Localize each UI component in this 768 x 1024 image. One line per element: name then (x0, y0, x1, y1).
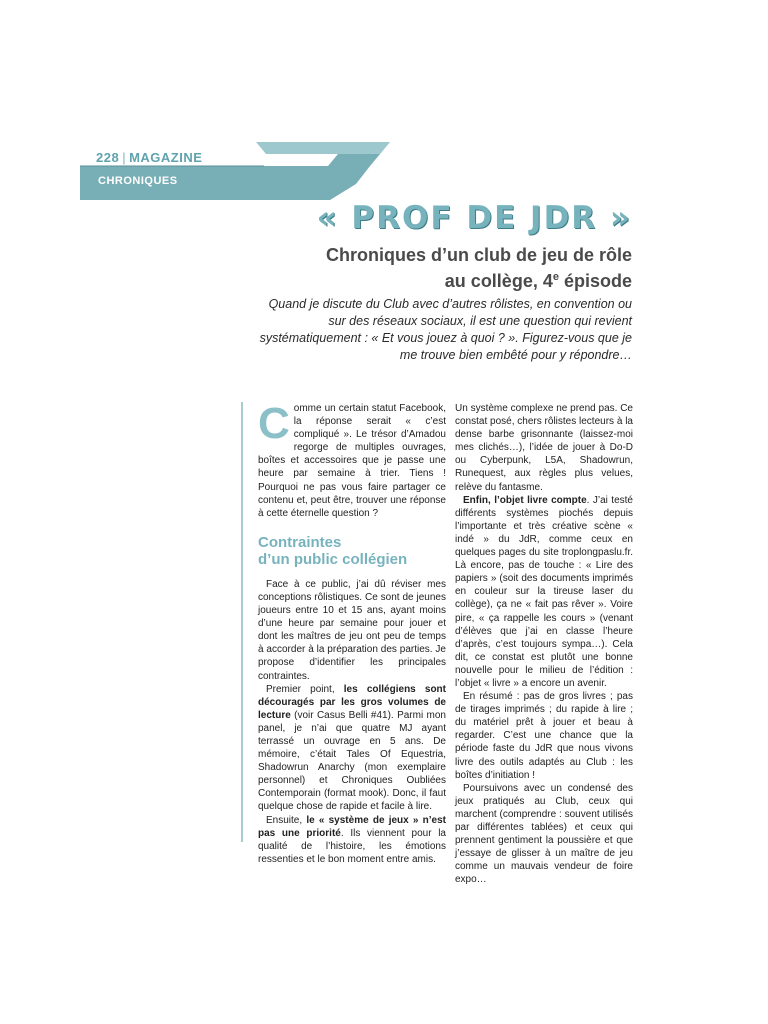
paragraph: En résumé : pas de gros livres ; pas de tirages imprimés ; du rapide à lire ; du matériel prêt à jouer et beau à regarder. C’est une chance que la période faste du JdR que nous vivons livre des outils adaptés au Club : les boîtes d’initiation ! (455, 691, 633, 781)
paragraph: Premier point, les collégiens sont découragés par les gros volumes de lecture (voir Casus Belli #41). Parmi mon panel, je n’ai que quatre MJ ayant terrassé un ouvrage en 5 ans. De mémoire, c’était Tales Of Equestria, Shadowrun Anarchy (mon exemplaire personnel) et Chroniques Oubliées Contemporain (format mook). Donc, il faut quelque chose de rapide et facile à lire. (258, 683, 446, 813)
paragraph: Enfin, l’objet livre compte. J’ai testé différents systèmes piochés depuis l’importante et très créative scène « indé » du JdR, comme ceux en quelques pages du site troplongpaslu.fr. Là encore, pas de touche : « Lire des papiers » (soit des documents imprimés en couleur sur la tireuse laser du collège), ça ne « fait pas rêver ». Voire pire, « ça rappelle les cours » (venant d’élèves que j’ai en classe l’heure d’après, c’est toujours sympa…). Cela dit, ce constat est plutôt une bonne nouvelle pour le milieu de l’édition : l’objet « livre » a encore un avenir. (455, 494, 633, 689)
magazine-label: MAGAZINE (129, 150, 203, 165)
article-subtitle (250, 244, 632, 292)
subtitle-line-2: au collège, 4e épisode (444, 271, 632, 291)
column-rule (241, 402, 243, 842)
column-right (455, 402, 633, 886)
section-heading: Contraintes d’un public collégien (258, 533, 408, 568)
article-lede: Quand je discute du Club avec d’autres rôlistes, en convention ou sur des réseaux sociaux, il est une question qui revient systématiquement : « Et vous jouez à quoi ? ». Figurez-vous que je me trouve bien embêté pour y répondre… (259, 297, 632, 362)
page-number: 228 (96, 150, 120, 165)
paragraph: Ensuite, le « système de jeux » n’est pas une priorité. Ils viennent pour la qualité de l’histoire, les émotions ressenties et le bon moment entre amis. (258, 814, 446, 865)
article-title: « PROF DE JDR » (316, 200, 632, 236)
paragraph: Face à ce public, j’ai dû réviser mes conceptions rôlistiques. Ce sont de jeunes joueurs entre 10 et 15 ans, ayant moins d’une heure par semaine pour jouer et dont les maîtres de jeu ont peu de temps à accorder à la préparation des parties. Je propose d’identifier les principales contraintes. (258, 578, 446, 682)
magazine-banner (80, 138, 390, 200)
paragraph: Un système complexe ne prend pas. Ce constat posé, chers rôlistes lecteurs à la dense barbe grisonnante (laissez-moi mes clichés…), l’idée de jouer à Do-D ou Cyberpunk, L5A, Shadowrun, Runequest, aux règles plus velues, relève du fantasme. (455, 403, 633, 493)
drop-cap: C (258, 399, 290, 448)
banner-shape (80, 138, 390, 200)
column-left (258, 399, 446, 866)
section-label: CHRONIQUES (98, 175, 178, 187)
subtitle-line-1: Chroniques d’un club de jeu de rôle (325, 245, 632, 265)
page-header: 228 | MAGAZINE (96, 150, 203, 165)
paragraph: Poursuivons avec un condensé des jeux pratiqués au Club, ceux qui marchent (comprendre : souvent utilisés par différentes tablées) et ceux qui prennent gentiment la poussière et que j’essaye de glisser à un maître de jeu comme un mauvais vendeur de foire expo… (455, 782, 633, 886)
paragraph-intro: Comme un certain statut Facebook, la réponse serait « c’est compliqué ». Le trésor d’Amadou regorge de multiples ouvrages, boîtes et accessoires que je passe une heure par semaine à trier. Tiens ! Pourquoi ne pas vous faire partager ce contenu et, peut être, trouver une réponse à cette éternelle question ? (258, 399, 446, 519)
